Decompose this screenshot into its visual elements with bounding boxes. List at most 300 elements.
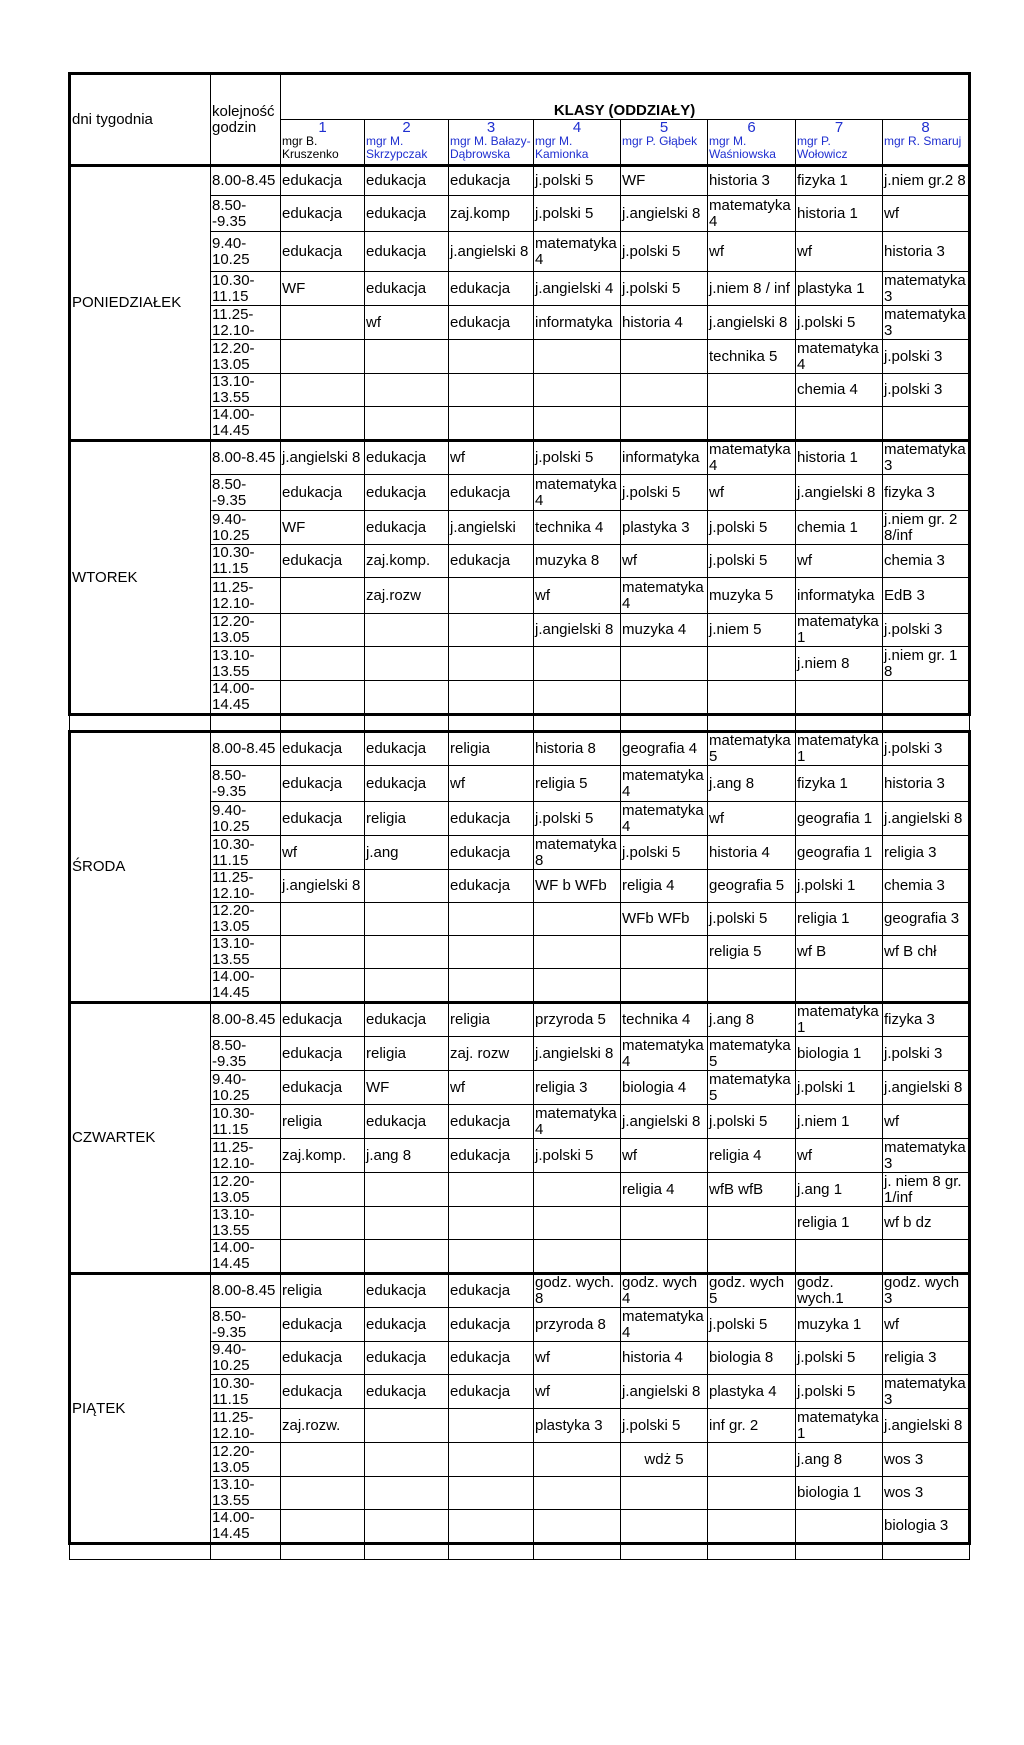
- lesson-cell: [281, 1477, 365, 1510]
- lesson-cell: fizyka 3: [883, 475, 970, 511]
- lesson-cell: edukacja: [281, 545, 365, 578]
- lesson-cell: historia 1: [796, 196, 883, 232]
- lesson-cell: j.polski 1: [796, 870, 883, 903]
- lesson-cell: [883, 407, 970, 441]
- lesson-cell: historia 3: [883, 766, 970, 802]
- lesson-cell: [621, 1207, 708, 1240]
- lesson-cell: edukacja: [365, 766, 449, 802]
- lesson-cell: wf: [883, 196, 970, 232]
- lesson-cell: biologia 8: [708, 1342, 796, 1375]
- lesson-cell: j.niem gr. 2 8/inf: [883, 511, 970, 545]
- lesson-cell: [621, 936, 708, 969]
- lesson-cell: wf: [796, 1139, 883, 1173]
- lesson-cell: edukacja: [449, 475, 534, 511]
- lesson-cell: [534, 1207, 621, 1240]
- lesson-cell: [883, 969, 970, 1003]
- lesson-cell: [708, 374, 796, 407]
- lesson-cell: edukacja: [365, 1274, 449, 1308]
- lesson-cell: historia 8: [534, 732, 621, 766]
- lesson-cell: wfB wfB: [708, 1173, 796, 1207]
- lesson-cell: geografia 1: [796, 802, 883, 836]
- lesson-time: 10.30-11.15: [211, 545, 281, 578]
- lesson-time: 8.00-8.45: [211, 166, 281, 196]
- lesson-cell: edukacja: [365, 1003, 449, 1037]
- lesson-cell: chemia 1: [796, 511, 883, 545]
- lesson-cell: matematyka 4: [796, 340, 883, 374]
- lesson-cell: wos 3: [883, 1477, 970, 1510]
- lesson-cell: [281, 1510, 365, 1544]
- lesson-cell: edukacja: [365, 1308, 449, 1342]
- lesson-cell: [281, 306, 365, 340]
- lesson-cell: religia: [449, 1003, 534, 1037]
- lesson-cell: [365, 1207, 449, 1240]
- lesson-cell: j.ang 8: [708, 1003, 796, 1037]
- class-teacher: mgr B. Kruszenko: [282, 134, 339, 161]
- lesson-cell: przyroda 5: [534, 1003, 621, 1037]
- lesson-cell: WF: [365, 1071, 449, 1105]
- lesson-cell: zaj.komp.: [365, 545, 449, 578]
- lesson-cell: [365, 681, 449, 715]
- lesson-cell: [534, 407, 621, 441]
- lesson-cell: [365, 1477, 449, 1510]
- lesson-cell: edukacja: [281, 732, 365, 766]
- lesson-cell: edukacja: [365, 232, 449, 272]
- lesson-cell: [365, 870, 449, 903]
- lesson-cell: [534, 1173, 621, 1207]
- lesson-time: 8.50--9.35: [211, 766, 281, 802]
- lesson-cell: plastyka 3: [534, 1409, 621, 1443]
- spacer-cell: [281, 715, 365, 732]
- lesson-cell: [621, 374, 708, 407]
- lesson-cell: [281, 969, 365, 1003]
- lesson-time: 8.50--9.35: [211, 1037, 281, 1071]
- lesson-cell: [621, 1477, 708, 1510]
- lesson-cell: j.ang 1: [796, 1173, 883, 1207]
- lesson-cell: matematyka 1: [796, 1003, 883, 1037]
- lesson-cell: j.polski 5: [796, 306, 883, 340]
- lesson-time: 13.10-13.55: [211, 936, 281, 969]
- spacer-row: [70, 715, 970, 732]
- lesson-cell: j.niem 5: [708, 614, 796, 647]
- lesson-cell: [365, 936, 449, 969]
- class-header-cell: [281, 120, 365, 166]
- lesson-cell: religia: [365, 1037, 449, 1071]
- lesson-row: [70, 1274, 970, 1308]
- spacer-cell: [365, 1544, 449, 1560]
- lesson-cell: [281, 681, 365, 715]
- class-header-cell: [534, 120, 621, 166]
- lesson-cell: edukacja: [365, 475, 449, 511]
- lesson-cell: geografia 3: [883, 903, 970, 936]
- lesson-cell: muzyka 1: [796, 1308, 883, 1342]
- lesson-cell: [449, 681, 534, 715]
- lesson-cell: j.angielski 8: [534, 1037, 621, 1071]
- spacer-cell: [708, 715, 796, 732]
- lesson-cell: matematyka 4: [534, 475, 621, 511]
- lesson-cell: religia 3: [883, 1342, 970, 1375]
- lesson-cell: edukacja: [365, 1375, 449, 1409]
- lesson-cell: edukacja: [449, 802, 534, 836]
- days-column-header: dni tygodnia: [70, 74, 211, 166]
- lesson-row: [70, 1003, 970, 1037]
- lesson-cell: fizyka 1: [796, 166, 883, 196]
- lesson-time: 11.25-12.10-: [211, 1409, 281, 1443]
- lesson-cell: edukacja: [281, 196, 365, 232]
- lesson-cell: j.polski 5: [621, 272, 708, 306]
- lesson-cell: informatyka: [621, 441, 708, 475]
- lesson-cell: wf: [449, 1071, 534, 1105]
- lesson-cell: j.polski 1: [796, 1071, 883, 1105]
- class-number: 5: [659, 119, 669, 136]
- lesson-cell: [534, 1240, 621, 1274]
- lesson-cell: edukacja: [281, 475, 365, 511]
- header-row: [70, 74, 970, 120]
- class-teacher: mgr M. Skrzypczak: [366, 134, 428, 161]
- lesson-cell: biologia 4: [621, 1071, 708, 1105]
- lesson-cell: j.polski 3: [883, 1037, 970, 1071]
- lesson-cell: [449, 1240, 534, 1274]
- lesson-time: 12.20-13.05: [211, 340, 281, 374]
- lesson-cell: edukacja: [365, 732, 449, 766]
- lesson-cell: religia 3: [534, 1071, 621, 1105]
- class-header-cell: [796, 120, 883, 166]
- lesson-cell: wf: [449, 766, 534, 802]
- spacer-cell: [211, 1544, 281, 1560]
- lesson-cell: technika 4: [534, 511, 621, 545]
- lesson-cell: matematyka 8: [534, 836, 621, 870]
- lesson-cell: edukacja: [449, 1139, 534, 1173]
- lesson-cell: religia 1: [796, 903, 883, 936]
- lesson-cell: edukacja: [449, 1375, 534, 1409]
- day-name: PIĄTEK: [70, 1274, 211, 1544]
- spacer-row: [70, 1544, 970, 1560]
- lesson-cell: matematyka 3: [883, 272, 970, 306]
- lesson-cell: matematyka 3: [883, 1139, 970, 1173]
- lesson-cell: WF b WFb: [534, 870, 621, 903]
- lesson-cell: plastyka 1: [796, 272, 883, 306]
- lesson-time: 12.20-13.05: [211, 1443, 281, 1477]
- lesson-cell: zaj.rozw: [365, 578, 449, 614]
- lesson-time: 14.00-14.45: [211, 1510, 281, 1544]
- lesson-cell: [796, 1510, 883, 1544]
- lesson-cell: j.angielski 8: [883, 1409, 970, 1443]
- lesson-cell: [281, 340, 365, 374]
- lesson-cell: [449, 969, 534, 1003]
- lesson-cell: [708, 1443, 796, 1477]
- lesson-cell: plastyka 4: [708, 1375, 796, 1409]
- lesson-cell: j.angielski 8: [281, 441, 365, 475]
- lesson-row: [70, 732, 970, 766]
- lesson-cell: wf: [708, 232, 796, 272]
- lesson-cell: [708, 1240, 796, 1274]
- lesson-cell: wf: [883, 1105, 970, 1139]
- lesson-cell: [534, 969, 621, 1003]
- day-name: PONIEDZIAŁEK: [70, 166, 211, 441]
- lesson-time: 13.10-13.55: [211, 1477, 281, 1510]
- lesson-time: 14.00-14.45: [211, 681, 281, 715]
- lesson-cell: fizyka 3: [883, 1003, 970, 1037]
- lesson-time: 12.20-13.05: [211, 1173, 281, 1207]
- lesson-cell: j.ang 8: [708, 766, 796, 802]
- lesson-cell: j.angielski 8: [796, 475, 883, 511]
- lesson-cell: edukacja: [365, 441, 449, 475]
- lesson-cell: godz. wych. 8: [534, 1274, 621, 1308]
- lesson-time: 14.00-14.45: [211, 1240, 281, 1274]
- lesson-cell: matematyka 4: [621, 1308, 708, 1342]
- spacer-cell: [796, 715, 883, 732]
- lesson-cell: [365, 1173, 449, 1207]
- lesson-cell: historia 3: [883, 232, 970, 272]
- lesson-cell: [449, 1477, 534, 1510]
- lesson-cell: edukacja: [449, 545, 534, 578]
- lesson-cell: edukacja: [449, 1308, 534, 1342]
- lesson-cell: [365, 1409, 449, 1443]
- lesson-cell: [449, 578, 534, 614]
- lesson-cell: edukacja: [281, 1375, 365, 1409]
- lesson-cell: [708, 407, 796, 441]
- lesson-cell: godz. wych 3: [883, 1274, 970, 1308]
- lesson-cell: j.polski 5: [534, 196, 621, 232]
- lesson-cell: zaj. rozw: [449, 1037, 534, 1071]
- lesson-cell: j.polski 5: [708, 545, 796, 578]
- lesson-cell: j.niem 8 / inf: [708, 272, 796, 306]
- lesson-time: 8.00-8.45: [211, 1274, 281, 1308]
- lesson-cell: religia 4: [621, 870, 708, 903]
- lesson-cell: [281, 1240, 365, 1274]
- lesson-time: 10.30-11.15: [211, 1375, 281, 1409]
- lesson-cell: j.angielski 8: [449, 232, 534, 272]
- lesson-cell: matematyka 4: [534, 232, 621, 272]
- lesson-cell: edukacja: [449, 306, 534, 340]
- lesson-cell: j.polski 5: [796, 1342, 883, 1375]
- lesson-cell: [365, 903, 449, 936]
- lesson-cell: religia: [281, 1105, 365, 1139]
- lesson-cell: wf: [796, 232, 883, 272]
- spacer-cell: [449, 1544, 534, 1560]
- lesson-time: 13.10-13.55: [211, 647, 281, 681]
- lesson-cell: [534, 340, 621, 374]
- lesson-cell: religia 5: [534, 766, 621, 802]
- lesson-cell: [621, 681, 708, 715]
- spacer-cell: [883, 715, 970, 732]
- lesson-time: 9.40-10.25: [211, 511, 281, 545]
- lesson-cell: edukacja: [365, 166, 449, 196]
- lesson-cell: zaj.komp: [449, 196, 534, 232]
- order-column-header: kolejność godzin: [211, 74, 281, 166]
- lesson-cell: edukacja: [365, 511, 449, 545]
- spacer-cell: [70, 1544, 211, 1560]
- lesson-cell: plastyka 3: [621, 511, 708, 545]
- lesson-cell: [883, 681, 970, 715]
- lesson-cell: edukacja: [365, 1342, 449, 1375]
- lesson-cell: j.polski 5: [534, 166, 621, 196]
- lesson-cell: WF: [621, 166, 708, 196]
- lesson-time: 9.40-10.25: [211, 232, 281, 272]
- lesson-cell: technika 4: [621, 1003, 708, 1037]
- spacer-cell: [621, 1544, 708, 1560]
- lesson-cell: [449, 340, 534, 374]
- lesson-cell: EdB 3: [883, 578, 970, 614]
- lesson-cell: j.angielski 8: [621, 196, 708, 232]
- lesson-cell: matematyka 4: [621, 578, 708, 614]
- class-number: 7: [834, 119, 844, 136]
- lesson-cell: matematyka 1: [796, 614, 883, 647]
- lesson-cell: zaj.komp.: [281, 1139, 365, 1173]
- lesson-cell: godz. wych 5: [708, 1274, 796, 1308]
- lesson-cell: edukacja: [281, 1342, 365, 1375]
- lesson-cell: j.polski 5: [796, 1375, 883, 1409]
- lesson-cell: wf: [534, 578, 621, 614]
- lesson-cell: edukacja: [281, 1308, 365, 1342]
- spacer-cell: [534, 1544, 621, 1560]
- spacer-cell: [796, 1544, 883, 1560]
- lesson-cell: [449, 1207, 534, 1240]
- lesson-cell: j.polski 5: [708, 1308, 796, 1342]
- lesson-cell: j.polski 5: [708, 903, 796, 936]
- lesson-row: [70, 441, 970, 475]
- lesson-cell: matematyka 3: [883, 306, 970, 340]
- lesson-cell: historia 1: [796, 441, 883, 475]
- lesson-cell: matematyka 1: [796, 1409, 883, 1443]
- lesson-cell: [796, 1240, 883, 1274]
- lesson-cell: [534, 681, 621, 715]
- lesson-cell: geografia 4: [621, 732, 708, 766]
- lesson-cell: wf: [365, 306, 449, 340]
- class-teacher: mgr P. Wołowicz: [797, 134, 848, 161]
- lesson-cell: biologia 1: [796, 1037, 883, 1071]
- lesson-time: 14.00-14.45: [211, 969, 281, 1003]
- lesson-cell: [281, 647, 365, 681]
- lesson-cell: [449, 407, 534, 441]
- lesson-cell: j.angielski 8: [708, 306, 796, 340]
- lesson-cell: j.angielski 8: [883, 802, 970, 836]
- lesson-cell: [281, 407, 365, 441]
- lesson-cell: j.angielski 8: [621, 1105, 708, 1139]
- lesson-cell: j.polski 5: [534, 1139, 621, 1173]
- day-name: ŚRODA: [70, 732, 211, 1003]
- lesson-cell: j.polski 5: [534, 802, 621, 836]
- lesson-cell: matematyka 4: [621, 1037, 708, 1071]
- lesson-cell: [281, 1173, 365, 1207]
- lesson-cell: j.niem gr. 1 8: [883, 647, 970, 681]
- class-teacher: mgr M. Kamionka: [535, 134, 589, 161]
- lesson-cell: j.polski 5: [621, 1409, 708, 1443]
- lesson-cell: [534, 936, 621, 969]
- class-teacher: mgr P. Głąbek: [622, 134, 698, 148]
- lesson-cell: informatyka: [534, 306, 621, 340]
- lesson-cell: j.angielski 8: [281, 870, 365, 903]
- lesson-cell: j.niem 1: [796, 1105, 883, 1139]
- spacer-cell: [70, 715, 211, 732]
- class-teacher: mgr M. Waśniowska: [709, 134, 776, 161]
- lesson-cell: edukacja: [281, 1003, 365, 1037]
- lesson-time: 11.25-12.10-: [211, 870, 281, 903]
- lesson-cell: matematyka 4: [621, 802, 708, 836]
- lesson-cell: [365, 374, 449, 407]
- lesson-cell: [534, 647, 621, 681]
- lesson-cell: edukacja: [281, 1037, 365, 1071]
- lesson-cell: [621, 969, 708, 1003]
- lesson-cell: j.polski 3: [883, 374, 970, 407]
- lesson-cell: [449, 647, 534, 681]
- lesson-cell: j.polski 5: [621, 836, 708, 870]
- lesson-time: 14.00-14.45: [211, 407, 281, 441]
- lesson-cell: [621, 647, 708, 681]
- lesson-cell: [365, 969, 449, 1003]
- lesson-cell: [534, 1510, 621, 1544]
- class-number: 6: [747, 119, 756, 136]
- lesson-cell: WF: [281, 272, 365, 306]
- lesson-cell: edukacja: [365, 1105, 449, 1139]
- lesson-cell: wf B: [796, 936, 883, 969]
- class-number: 4: [572, 119, 582, 136]
- lesson-cell: [365, 1240, 449, 1274]
- lesson-cell: j.niem 8: [796, 647, 883, 681]
- lesson-cell: [796, 969, 883, 1003]
- class-teacher: mgr R. Smaruj: [884, 134, 962, 148]
- lesson-cell: [281, 903, 365, 936]
- lesson-cell: [534, 1443, 621, 1477]
- lesson-cell: wf: [281, 836, 365, 870]
- classes-header: KLASY (ODDZIAŁY): [281, 74, 970, 120]
- lesson-cell: godz. wych.1: [796, 1274, 883, 1308]
- timetable-sheet: [68, 72, 968, 1672]
- lesson-cell: [534, 903, 621, 936]
- class-number: 2: [402, 119, 411, 136]
- lesson-cell: [708, 969, 796, 1003]
- spacer-cell: [534, 715, 621, 732]
- lesson-cell: historia 4: [621, 306, 708, 340]
- lesson-cell: j.niem gr.2 8: [883, 166, 970, 196]
- lesson-cell: [796, 681, 883, 715]
- lesson-cell: [365, 1510, 449, 1544]
- lesson-cell: j.polski 5: [708, 511, 796, 545]
- lesson-cell: [449, 1510, 534, 1544]
- spacer-cell: [365, 715, 449, 732]
- lesson-time: 10.30-11.15: [211, 836, 281, 870]
- lesson-time: 9.40-10.25: [211, 1071, 281, 1105]
- lesson-cell: edukacja: [449, 1105, 534, 1139]
- lesson-cell: historia 4: [621, 1342, 708, 1375]
- lesson-cell: WFb WFb: [621, 903, 708, 936]
- lesson-cell: edukacja: [281, 766, 365, 802]
- lesson-cell: religia: [365, 802, 449, 836]
- lesson-cell: [449, 1173, 534, 1207]
- lesson-cell: [449, 1409, 534, 1443]
- class-header-cell: [883, 120, 970, 166]
- class-header-cell: [449, 120, 534, 166]
- spacer-cell: [708, 1544, 796, 1560]
- lesson-cell: religia: [449, 732, 534, 766]
- lesson-cell: religia 4: [708, 1139, 796, 1173]
- lesson-time: 10.30-11.15: [211, 272, 281, 306]
- lesson-time: 9.40-10.25: [211, 1342, 281, 1375]
- lesson-cell: informatyka: [796, 578, 883, 614]
- spacer-cell: [883, 1544, 970, 1560]
- lesson-cell: biologia 1: [796, 1477, 883, 1510]
- lesson-cell: geografia 1: [796, 836, 883, 870]
- spacer-cell: [449, 715, 534, 732]
- lesson-cell: wf B chł: [883, 936, 970, 969]
- lesson-cell: matematyka 4: [708, 441, 796, 475]
- lesson-time: 8.00-8.45: [211, 1003, 281, 1037]
- lesson-cell: muzyka 8: [534, 545, 621, 578]
- lesson-time: 11.25-12.10-: [211, 1139, 281, 1173]
- lesson-cell: [449, 903, 534, 936]
- lesson-cell: [281, 374, 365, 407]
- lesson-time: 13.10-13.55: [211, 1207, 281, 1240]
- lesson-cell: [281, 614, 365, 647]
